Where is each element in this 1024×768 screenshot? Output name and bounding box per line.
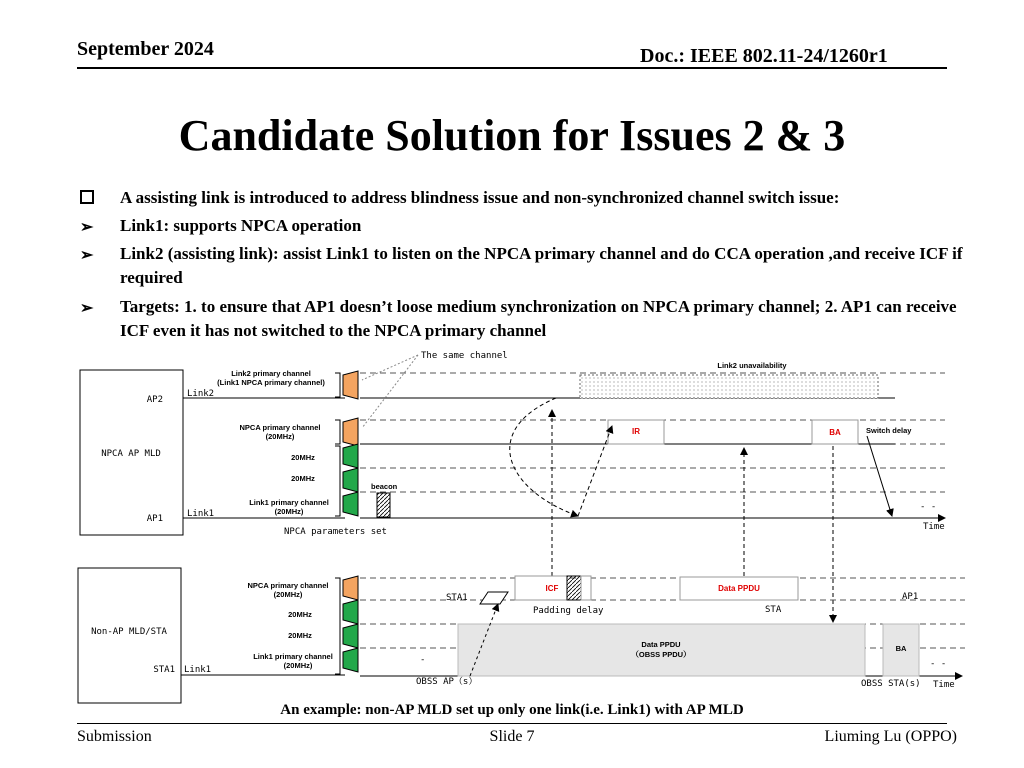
same-channel-label: The same channel [421,351,508,361]
link2-unavailability-block [580,375,878,398]
slide-title: Candidate Solution for Issues 2 & 3 [178,111,846,160]
arrow-bullet-icon: ➢ [80,300,94,317]
sta1-marker [480,592,508,604]
link2-label: Link2 [187,389,215,399]
beacon-frame [377,493,390,517]
channel-20mhz: 20MHz [291,453,315,462]
channel-20mhz: 20MHz [291,474,315,483]
footer-divider [77,723,947,724]
ba-label: BA [829,428,841,437]
obss-sta-label: OBSS STA(s) [861,679,921,689]
non-ap-mld-label: Non-AP MLD/STA [91,627,167,637]
channel-20mhz: 20MHz [288,631,312,640]
dash: - [420,655,426,665]
dots: - - [930,659,947,669]
data-ppdu-label: Data PPDU [718,584,760,593]
npca-channel-label: NPCA primary channel [239,423,321,432]
npca-params-label: NPCA parameters set [284,527,387,537]
ap1-rx-label: AP1 [902,592,919,602]
ap-antenna-group [335,371,358,516]
header-date: September 2024 [77,38,214,60]
arrow-bullet-icon: ➢ [80,247,94,264]
obss-ba-label: BA [895,644,907,653]
channel-20mhz: 20MHz [288,610,312,619]
obss-ppdu-sub: （OBSS PPDU） [631,650,691,659]
sta-rx-label: STA [765,605,782,615]
sta-time-label: Time [933,680,955,690]
sta-link1-label: Link1 [184,665,212,675]
beacon-label: beacon [371,482,398,491]
footer-submission: Submission [77,728,152,745]
diagram-caption: An example: non-AP MLD set up only one link(i.e. Link1) with AP MLD [280,702,744,718]
bullet-item: Link1: supports NPCA operation [120,216,362,235]
npca-channel-sub: (20MHz) [265,432,295,441]
footer-author: Liuming Lu (OPPO) [824,728,957,745]
bullet-item: A assisting link is introduced to address blindness issue and non-synchronized channel switch issue: [120,188,840,207]
link2-channel-label: Link2 primary channel [231,369,311,378]
link2-channel-sub: (Link1 NPCA primary channel) [217,378,325,387]
icf-frame [515,576,567,600]
obss-ppdu-label: Data PPDU [641,640,681,649]
obss-ap-label: OBSS AP（s） [416,677,478,687]
arrow-bullet-icon: ➢ [80,219,94,236]
ap1-label: AP1 [146,514,163,524]
link1-label: Link1 [187,509,215,519]
switch-delay-label: Switch delay [866,426,912,435]
link2-unavailability-label: Link2 unavailability [717,361,787,370]
header-doc-id: Doc.: IEEE 802.11-24/1260r1 [640,45,888,67]
sta-npca-channel-label: NPCA primary channel [247,581,329,590]
sta-link1-channel-sub: (20MHz) [283,661,313,670]
dots: - - [920,502,937,512]
icf-label: ICF [545,584,559,593]
bullet-item: Targets: 1. to ensure that AP1 doesn’t loose medium synchronization on NPCA primary channel; 2. AP1 can receive ICF even it has not switched to the NPCA primary channel [120,297,957,340]
sta1-label: STA1 [153,665,175,675]
time-label: Time [923,522,945,532]
bullet-item: Link2 (assisting link): assist Link1 to listen on the NPCA primary channel and do CCA operation ,and receive ICF if required [120,244,963,287]
link1-channel-label: Link1 primary channel [249,498,329,507]
sta-antenna-group [335,576,358,674]
padding-delay-label: Padding delay [533,606,604,616]
sta1-tx-label: STA1 [446,593,468,603]
ir-label: IR [632,427,640,436]
ap2-label: AP2 [146,395,163,405]
link1-channel-sub: (20MHz) [274,507,304,516]
ap-mld-label: NPCA AP MLD [101,449,161,459]
sta-link1-channel-label: Link1 primary channel [253,652,333,661]
footer-slide-number: Slide 7 [489,728,535,745]
sta-npca-channel-sub: (20MHz) [273,590,303,599]
padding-frame [567,576,581,600]
